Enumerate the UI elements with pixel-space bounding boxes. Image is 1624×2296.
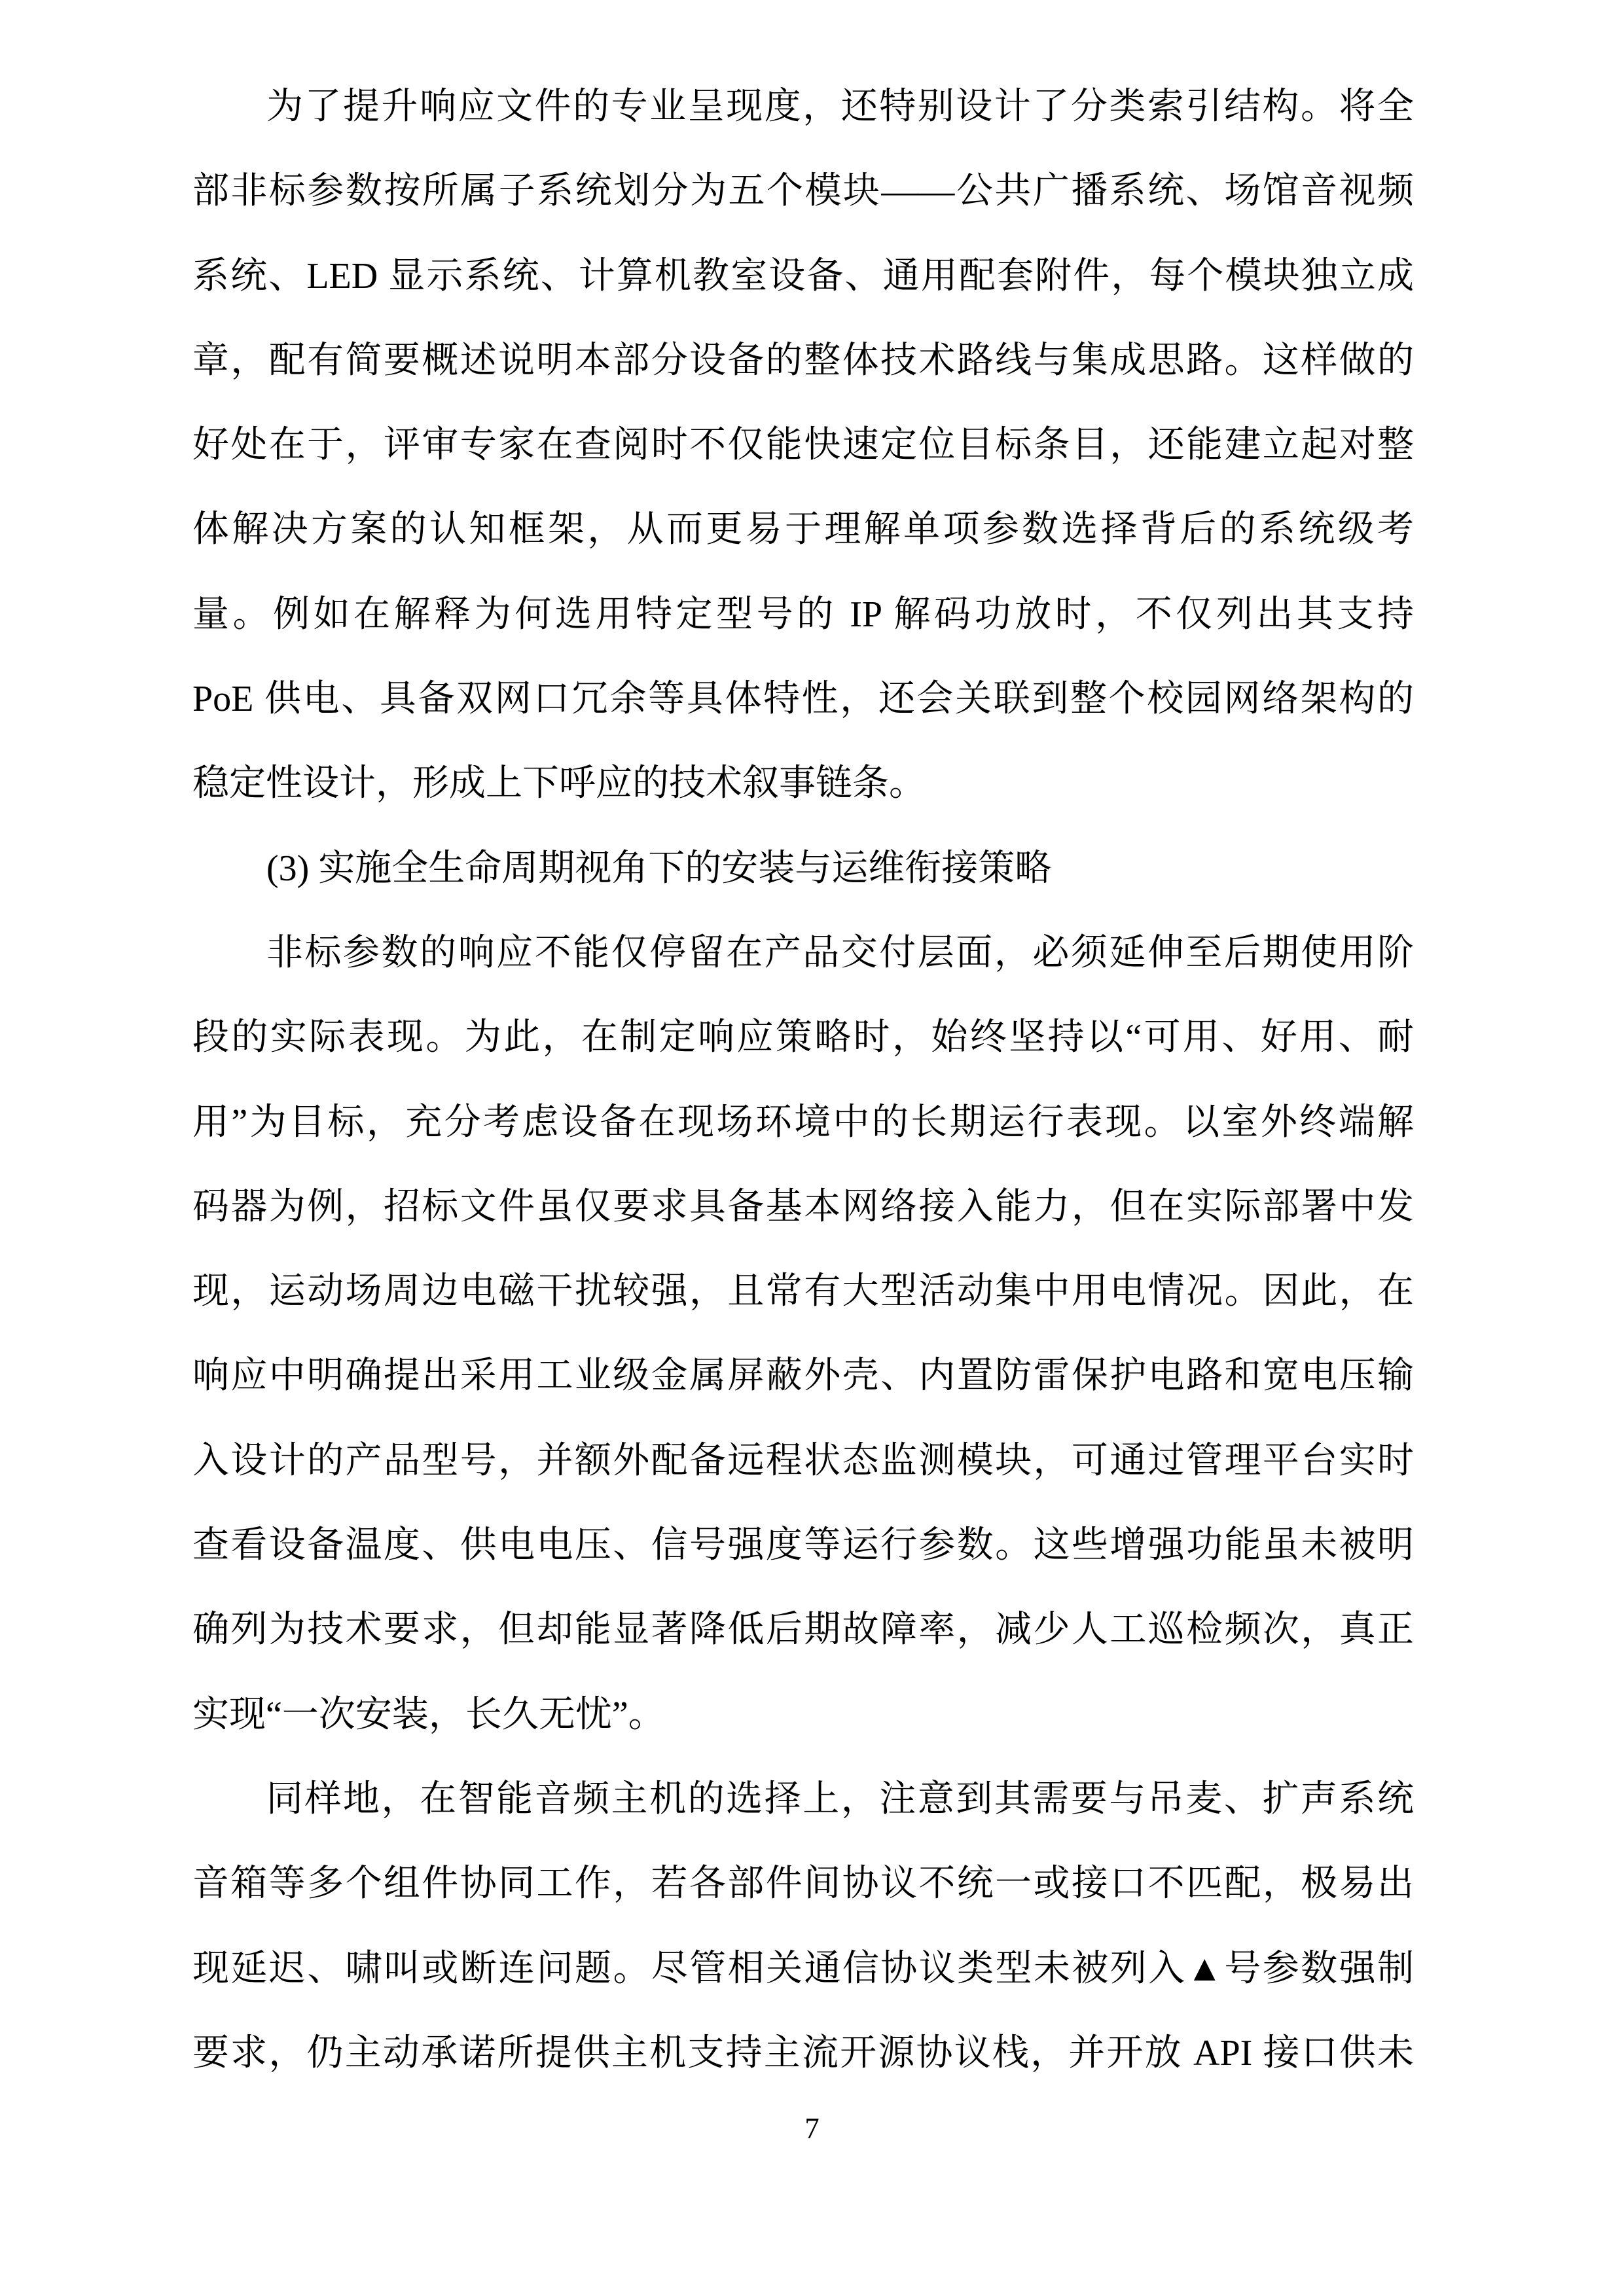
text-line: 非标参数的响应不能仅停留在产品交付层面，必须延伸至后期使用阶 (266, 932, 1414, 973)
numbered-heading (192, 827, 1414, 911)
text-line: 用”为目标，充分考虑设备在现场环境中的长期运行表现。以室外终端解 (192, 1102, 1414, 1143)
text-line: 好处在于，评审专家在查阅时不仅能快速定位目标条目，还能建立起对整 (192, 425, 1414, 466)
text-line: 实现“一次安装，长久无忧”。 (192, 1694, 665, 1735)
paragraph (192, 1757, 1414, 2096)
text-line: 要求，仍主动承诺所提供主机支持主流开源协议栈，并开放 API 接口供未 (192, 2032, 1414, 2073)
paragraph (192, 911, 1414, 1757)
text-body (192, 65, 1414, 2096)
text-line: 同样地，在智能音频主机的选择上，注意到其需要与吊麦、扩声系统 (266, 1778, 1414, 1820)
text-line: 现延迟、啸叫或断连问题。尽管相关通信协议类型未被列入▲号参数强制 (192, 1948, 1414, 1989)
text-line: 量。例如在解释为何选用特定型号的 IP 解码功放时，不仅列出其支持 (192, 594, 1414, 635)
text-line: 体解决方案的认知框架，从而更易于理解单项参数选择背后的系统级考 (192, 509, 1414, 550)
text-line: 系统、LED 显示系统、计算机教室设备、通用配套附件，每个模块独立成 (192, 255, 1414, 296)
text-line: 现，运动场周边电磁干扰较强，且常有大型活动集中用电情况。因此，在 (192, 1271, 1414, 1312)
text-line: PoE 供电、具备双网口冗余等具体特性，还会关联到整个校园网络架构的 (192, 679, 1414, 720)
text-line: 音箱等多个组件协同工作，若各部件间协议不统一或接口不匹配，极易出 (192, 1863, 1414, 1905)
text-line: 稳定性设计，形成上下呼应的技术叙事链条。 (192, 763, 926, 804)
text-line: (3) 实施全生命周期视角下的安装与运维衔接策略 (266, 848, 1052, 889)
text-line: 响应中明确提出采用工业级金属屏蔽外壳、内置防雷保护电路和宽电压输 (192, 1355, 1414, 1397)
text-line: 部非标参数按所属子系统划分为五个模块——公共广播系统、场馆音视频 (192, 171, 1414, 212)
text-line: 入设计的产品型号，并额外配备远程状态监测模块，可通过管理平台实时 (192, 1440, 1414, 1481)
text-line: 为了提升响应文件的专业呈现度，还特别设计了分类索引结构。将全 (266, 86, 1414, 127)
text-line: 查看设备温度、供电电压、信号强度等运行参数。这些增强功能虽未被明 (192, 1525, 1414, 1566)
text-line: 章，配有简要概述说明本部分设备的整体技术路线与集成思路。这样做的 (192, 340, 1414, 381)
text-line: 确列为技术要求，但却能显著降低后期故障率，减少人工巡检频次，真正 (192, 1609, 1414, 1651)
text-line: 段的实际表现。为此，在制定响应策略时，始终坚持以“可用、好用、耐 (192, 1017, 1414, 1058)
text-line: 码器为例，招标文件虽仅要求具备基本网络接入能力，但在实际部署中发 (192, 1186, 1414, 1227)
page-number: 7 (804, 2112, 820, 2145)
paragraph (192, 65, 1414, 827)
